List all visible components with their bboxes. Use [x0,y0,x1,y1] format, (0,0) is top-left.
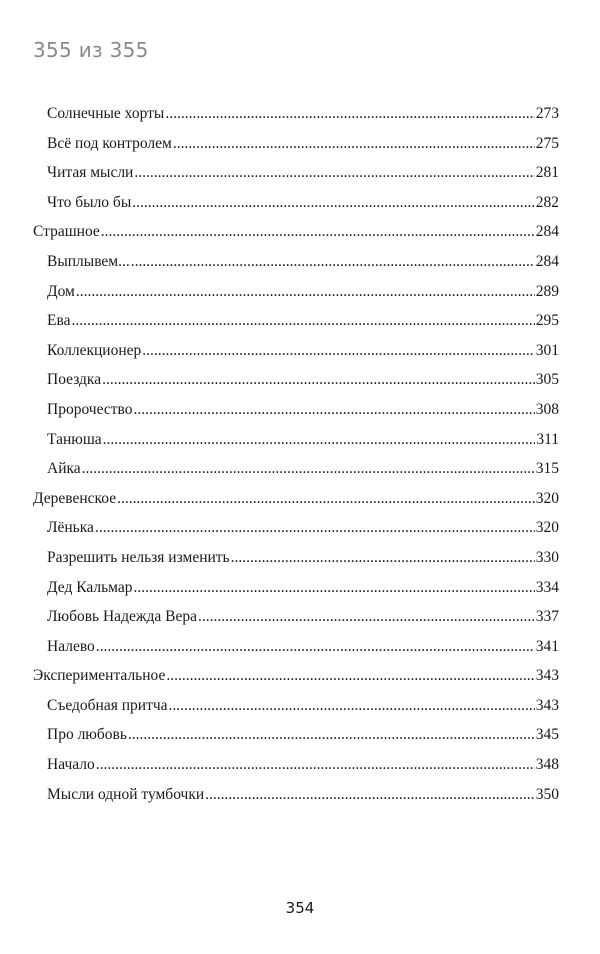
toc-entry-page: 311 [536,430,559,448]
toc-entry-title: Съедобная притча [47,696,168,714]
toc-entry-title: Всё под контролем [47,134,172,152]
toc-entry[interactable] [33,750,559,780]
toc-entry[interactable] [33,247,559,277]
toc-entry-title: Выплывем... [47,252,130,270]
toc-entry[interactable] [33,573,559,603]
toc-entry-page: 337 [535,608,559,626]
toc-dot-leader [76,277,535,307]
toc-section[interactable] [33,661,559,691]
toc-dot-leader [198,602,535,632]
toc-dot-leader [128,720,535,750]
toc-dot-leader [231,543,535,573]
toc-entry-title: Читая мысли [47,164,134,182]
toc-entry[interactable] [33,158,559,188]
toc-dot-leader [205,780,535,810]
toc-entry-page: 345 [535,726,559,744]
toc-entry[interactable] [33,129,559,159]
toc-dot-leader [131,247,535,277]
toc-entry-title: Начало [47,756,95,774]
toc-entry[interactable] [33,454,559,484]
toc-entry-title: Деревенское [33,489,117,507]
toc-entry-title: Разрешить нельзя изменить [47,548,230,566]
toc-entry[interactable] [33,691,559,721]
toc-entry-page: 289 [535,282,559,300]
table-of-contents [33,99,559,809]
toc-entry-title: Танюша [47,430,102,448]
toc-dot-leader [169,691,535,721]
toc-entry-title: Пророчество [47,400,133,418]
toc-section[interactable] [33,484,559,514]
toc-dot-leader [96,750,535,780]
toc-dot-leader [165,99,534,129]
toc-dot-leader [95,513,535,543]
toc-entry[interactable] [33,395,559,425]
toc-entry-title: Поездка [47,371,102,389]
toc-entry-page: 315 [535,460,559,478]
toc-entry-page: 320 [535,489,559,507]
toc-entry-page: 275 [535,134,559,152]
toc-entry-page: 341 [535,637,559,655]
toc-entry[interactable] [33,188,559,218]
toc-entry[interactable] [33,602,559,632]
toc-entry-page: 281 [535,164,559,182]
toc-dot-leader [71,306,534,336]
toc-entry[interactable] [33,632,559,662]
toc-entry-page: 330 [535,548,559,566]
toc-entry[interactable] [33,277,559,307]
toc-entry[interactable] [33,780,559,810]
toc-entry-title: Налево [47,637,95,655]
toc-entry-title: Лёнька [47,519,94,537]
toc-entry-page: 348 [535,756,559,774]
page-number: 354 [285,899,315,917]
page-counter: 355 из 355 [33,38,149,62]
toc-entry-page: 343 [535,696,559,714]
toc-entry-title: Солнечные хорты [47,105,165,122]
toc-dot-leader [103,425,536,455]
toc-dot-leader [166,661,534,691]
toc-entry-title: Любовь Надежда Вера [47,608,198,626]
toc-entry-title: Мысли одной тумбочки [47,785,205,803]
toc-entry-page: 350 [535,785,559,803]
toc-section[interactable] [33,217,559,247]
toc-dot-leader [134,158,534,188]
toc-entry-title: Дом [47,282,75,300]
toc-dot-leader [117,484,535,514]
toc-entry-page: 295 [535,312,559,330]
toc-entry-title: Про любовь [47,726,127,744]
toc-entry-page: 320 [535,519,559,537]
toc-entry-title: Дед Кальмар [47,578,133,596]
toc-dot-leader [82,454,535,484]
toc-dot-leader [134,573,535,603]
toc-entry[interactable] [33,543,559,573]
toc-dot-leader [132,188,535,218]
toc-entry[interactable] [33,513,559,543]
toc-dot-leader [102,365,535,395]
toc-dot-leader [96,632,535,662]
toc-entry-page: 284 [535,252,559,270]
toc-entry[interactable] [33,365,559,395]
toc-entry-title: Страшное [33,223,100,241]
toc-dot-leader [173,129,535,159]
toc-entry-title: Ева [47,312,71,330]
toc-entry-title: Коллекционер [47,341,142,359]
toc-entry-page: 305 [535,371,559,389]
toc-entry-title: Айка [47,460,81,478]
toc-entry-page: 308 [535,400,559,418]
toc-dot-leader [133,395,534,425]
toc-entry-page: 273 [535,105,559,122]
toc-entry-title: Что было бы [47,193,132,211]
toc-entry-title: Экспериментальное [33,667,166,685]
toc-entry-page: 301 [535,341,559,359]
toc-entry-page: 334 [535,578,559,596]
toc-dot-leader [101,217,535,247]
toc-entry[interactable] [33,306,559,336]
toc-entry[interactable] [33,336,559,366]
toc-dot-leader [142,336,534,366]
toc-entry[interactable] [33,720,559,750]
toc-entry[interactable] [33,425,559,455]
toc-entry-page: 284 [535,223,559,241]
toc-entry-page: 343 [535,667,559,685]
toc-entry[interactable] [33,99,559,129]
toc-entry-page: 282 [535,193,559,211]
